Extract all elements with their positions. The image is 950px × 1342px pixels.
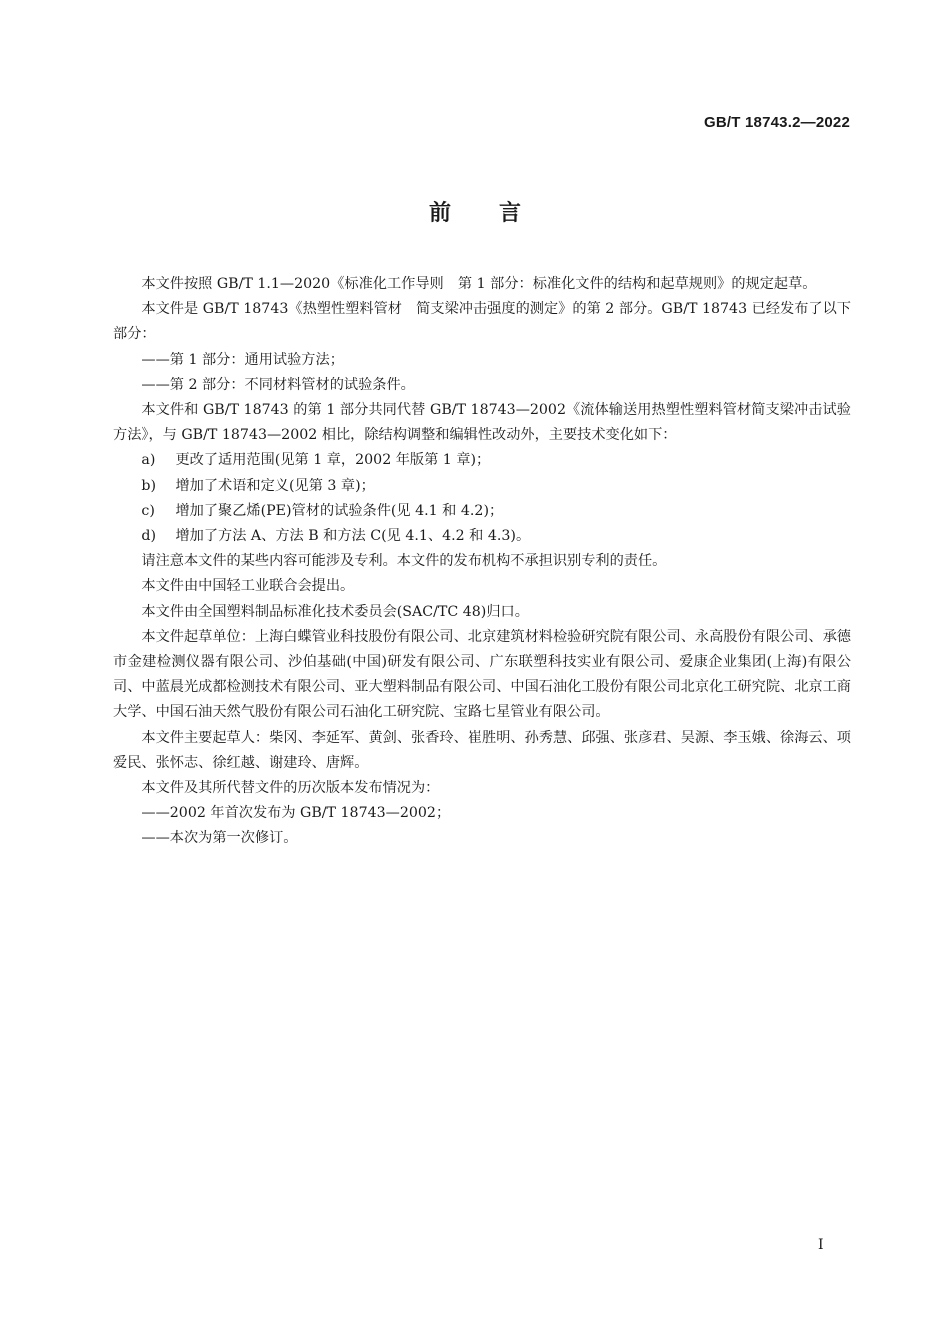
paragraph: 请注意本文件的某些内容可能涉及专利。本文件的发布机构不承担识别专利的责任。: [141, 553, 667, 570]
list-item: ——2002 年首次发布为 GB/T 18743—2002；: [141, 805, 451, 822]
paragraph: 本文件是 GB/T 18743《热塑性塑料管材 简支梁冲击强度的测定》的第 2 部分。GB/T 18743 已经发布了以下部分：: [113, 301, 851, 343]
paragraph: 本文件按照 GB/T 1.1—2020《标准化工作导则 第 1 部分：标准化文件的结构和起草规则》的规定起草。: [141, 276, 817, 292]
paragraph: 本文件及其所代替文件的历次版本发布情况为：: [141, 780, 440, 797]
page-number: I: [818, 1237, 824, 1253]
change-item: [113, 448, 851, 473]
list-item: ——第 1 部分：通用试验方法；: [141, 351, 344, 368]
item-label: d): [141, 528, 157, 545]
item-text: 增加了术语和定义(见第 3 章)；: [175, 477, 375, 494]
list-item: ——第 2 部分：不同材料管材的试验条件。: [141, 376, 415, 393]
paragraph: 本文件主要起草人：柴冈、李延军、黄剑、张香玲、崔胜明、孙秀慧、邱强、张彦君、吴源、李玉娥、徐海云、项爱民、张怀志、徐红越、谢建玲、唐辉。: [113, 729, 851, 771]
list-item: ——本次为第一次修订。: [141, 830, 298, 847]
item-label: a): [141, 452, 156, 469]
item-label: c): [141, 502, 155, 519]
item-text: 增加了方法 A、方法 B 和方法 C(见 4.1、4.2 和 4.3)。: [175, 528, 531, 545]
paragraph: 本文件由中国轻工业联合会提出。: [141, 578, 355, 595]
standard-number: GB/T 18743.2—2022: [704, 114, 850, 131]
change-item: [113, 524, 851, 549]
foreword-body: [113, 272, 851, 852]
change-item: [113, 499, 851, 524]
paragraph: 本文件和 GB/T 18743 的第 1 部分共同代替 GB/T 18743—2002《流体输送用热塑性塑料管材简支梁冲击试验方法》，与 GB/T 18743—2002 相比，除结构调整和编辑性改动外，主要技术变化如下：: [113, 402, 851, 444]
page-title: 前言: [428, 201, 569, 226]
paragraph: 本文件起草单位：上海白蝶管业科技股份有限公司、北京建筑材料检验研究院有限公司、永高股份有限公司、承德市金建检测仪器有限公司、沙伯基础(中国)研发有限公司、广东联塑科技实业有限公司、爱康企业集团(上海)有限公司、中蓝晨光成都检测技术有限公司、亚大塑料制品有限公司、中国石油化工股份有限公司北京化工研究院、北京工商大学、中国石油天然气股份有限公司石油化工研究院、宝路七星管业有限公司。: [113, 628, 851, 721]
item-label: b): [141, 477, 157, 494]
change-item: [113, 474, 851, 499]
item-text: 增加了聚乙烯(PE)管材的试验条件(见 4.1 和 4.2)；: [175, 502, 504, 519]
item-text: 更改了适用范围(见第 1 章，2002 年版第 1 章)；: [175, 452, 491, 469]
paragraph: 本文件由全国塑料制品标准化技术委员会(SAC/TC 48)归口。: [141, 603, 529, 620]
